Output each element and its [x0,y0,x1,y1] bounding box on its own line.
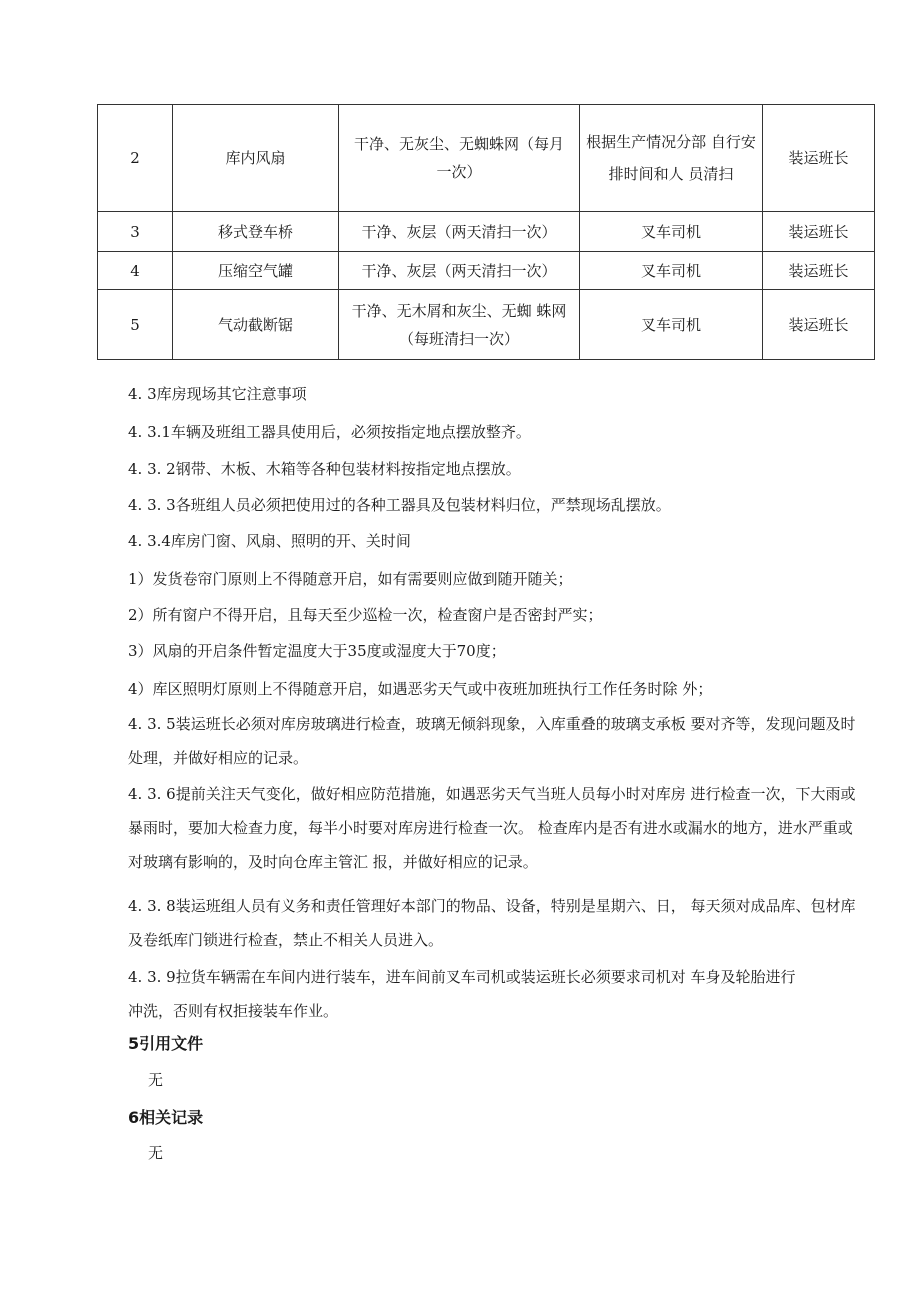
responsible-person: 叉车司机 [580,212,763,252]
table-row [98,105,875,212]
cleaning-item: 移式登车桥 [173,212,339,252]
rule-item-1: 1）发货卷帘门原则上不得随意开启，如有需要则应做到随开随关； [128,570,573,588]
row-number: 2 [98,105,173,212]
cleaning-standard: 干净、灰层（两天清扫一次） [339,212,580,252]
row-number: 5 [98,290,173,360]
table-row [98,290,875,360]
responsible-person [580,105,763,212]
cleaning-standard: 干净、灰层（两天清扫一次） [339,252,580,290]
responsible-person: 叉车司机 [580,252,763,290]
section-4-3-heading: 4. 3库房现场其它注意事项 [128,385,307,403]
responsible-person-text: 根据生产情况分部 自行安排时间和人 员清扫 [586,133,756,183]
rule-4-3-4: 4. 3.4库房门窗、风扇、照明的开、关时间 [128,532,411,550]
section-6-body: 无 [148,1144,164,1162]
rule-4-3-3: 4. 3. 3各班组人员必须把使用过的各种工器具及包装材料归位，严禁现场乱摆放。 [128,496,671,514]
table-row [98,252,875,290]
rule-item-3: 3）风扇的开启条件暂定温度大于35度或湿度大于70度； [128,642,506,660]
cleaning-item: 压缩空气罐 [173,252,339,290]
rule-item-2: 2）所有窗户不得开启，且每天至少巡检一次，检查窗户是否密封严实； [128,606,603,624]
rule-4-3-6: 4. 3. 6提前关注天气变化，做好相应防范措施，如遇恶劣天气当班人员每小时对库房 进行检查一次，下大雨或暴雨时，要加大检查力度，每半小时要对库房进行检查一次。 检查库内是否有进水或漏水的地方，进水严重或对玻璃有影响的，及时向仓库主管汇 报，并做好相应的记录。 [128,785,856,871]
section-5-body: 无 [148,1071,164,1089]
cleaning-standard-text: 干净、无灰尘、无蜘蛛网（每月一次） [354,135,565,181]
row-number: 4 [98,252,173,290]
cleaning-standard-text: 干净、无木屑和灰尘、无蜘 蛛网（每班清扫一次） [351,301,567,348]
cleaning-standard [339,105,580,212]
rule-4-3-1: 4. 3.1车辆及班组工器具使用后，必须按指定地点摆放整齐。 [128,423,531,441]
cleaning-standard [339,290,580,360]
supervisor: 装运班长 [763,105,875,212]
cleaning-standard-table [97,104,875,360]
section-6-heading: 6相关记录 [128,1108,204,1127]
table-row [98,212,875,252]
responsible-person: 叉车司机 [580,290,763,360]
row-number: 3 [98,212,173,252]
cleaning-item: 库内风扇 [173,105,339,212]
rule-4-3-8: 4. 3. 8装运班组人员有义务和责任管理好本部门的物品、设备，特别是星期六、日， 每天须对成品库、包材库及卷纸库门锁进行检查，禁止不相关人员进入。 [128,897,856,949]
supervisor: 装运班长 [763,252,875,290]
rule-item-4: 4）库区照明灯原则上不得随意开启，如遇恶劣天气或中夜班加班执行工作任务时除 外； [128,680,713,698]
supervisor: 装运班长 [763,212,875,252]
cleaning-item: 气动截断锯 [173,290,339,360]
rule-4-3-9: 4. 3. 9拉货车辆需在车间内进行装车，进车间前叉车司机或装运班长必须要求司机对 车身及轮胎进行冲洗，否则有权拒接装车作业。 [128,968,796,1020]
supervisor: 装运班长 [763,290,875,360]
section-5-heading: 5引用文件 [128,1034,204,1053]
rule-4-3-5: 4. 3. 5装运班长必须对库房玻璃进行检查，玻璃无倾斜现象，入库重叠的玻璃支承板 要对齐等，发现问题及时处理，并做好相应的记录。 [128,715,856,767]
rule-4-3-2: 4. 3. 2钢带、木板、木箱等各种包装材料按指定地点摆放。 [128,460,521,478]
